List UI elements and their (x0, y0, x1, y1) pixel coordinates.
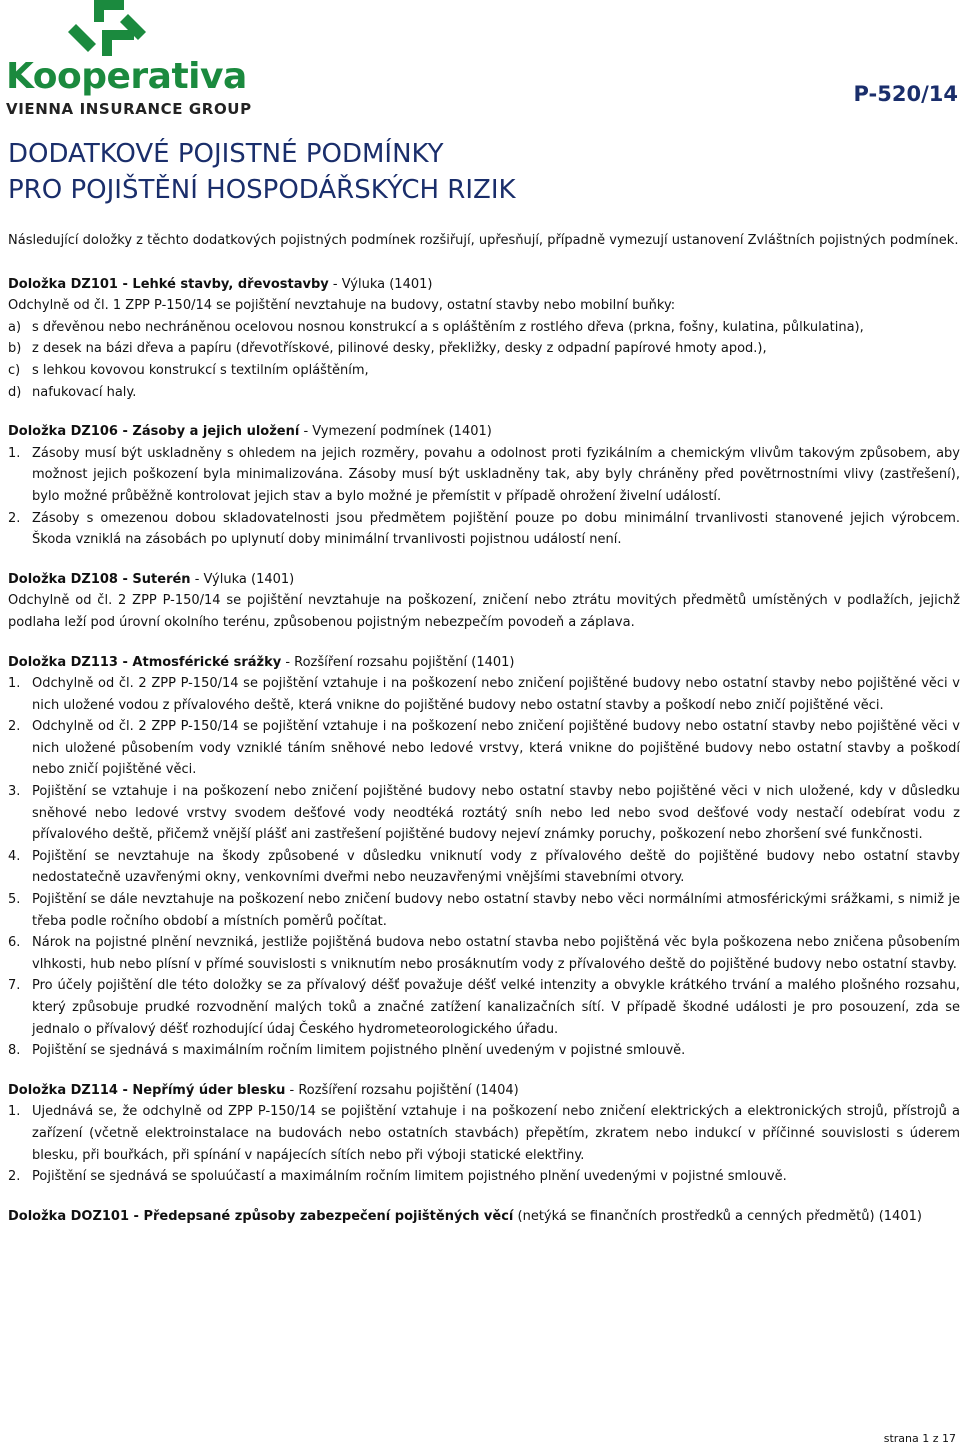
logo-wordmark: Kooperativa (6, 56, 247, 97)
item-marker: 5. (8, 892, 21, 908)
clause-item (8, 975, 960, 1040)
clause-lead-text: Odchylně od čl. 2 ZPP P-150/14 se pojištění nevztahuje na poškození, zničení nebo ztrátu movitých předmětů umístěných v podlažích, jejichž podlaha leží pod úrovní okolního terénu, způsobenou pojistným nebezpečím povodeň a záplava. (8, 593, 960, 630)
clause-item (8, 1040, 960, 1062)
item-text: Pojištění se sjednává se spoluúčastí a maximálním ročním limitem pojistného plnění uvedenými v pojistné smlouvě. (32, 1169, 787, 1185)
clause-title: Doložka DZ114 - Nepřímý úder blesku (8, 1082, 286, 1098)
item-text: Pro účely pojištění dle této doložky se za přívalový déšť považuje déšť velké intenzity a obvykle krátkého trvání a malého plošného rozsahu, který způsobuje prudké rozvodnění malých toků a značné zatížení kanalizačních sítí. V případě škodné události je pro posouzení, zda se jednalo o přívalový déšť rozhodující údaj Českého hydrometeorologického úřadu. (32, 978, 960, 1037)
clause-title: Doložka DZ101 - Lehké stavby, dřevostavby (8, 276, 329, 292)
item-marker: 6. (8, 935, 21, 951)
clause-item (8, 1166, 960, 1188)
clause-title: Doložka DZ113 - Atmosférické srážky (8, 654, 282, 670)
item-marker: 3. (8, 784, 21, 800)
title-line-2: PRO POJIŠTĚNÍ HOSPODÁŘSKÝCH RIZIK (8, 175, 516, 205)
clause-title: Doložka DOZ101 - Předepsané způsoby zabezpečení pojištěných věcí (8, 1208, 514, 1224)
title-line-1: DODATKOVÉ POJISTNÉ PODMÍNKY (8, 139, 444, 169)
item-text: Pojištění se vztahuje i na poškození nebo zničení pojištěné budovy nebo ostatní stavby nebo pojištěné věci v nich uložené, kdy v důsledku sněhové nebo ledové vrstvy svodem dešťové vody neodtéká roztátý sníh nebo led nebo svod dešťové vody nestačí odebírat vodu z přívalového deště, přičemž vnější plášť ani zastřešení pojištěné budovy nejeví známky poruchy, poškození nebo zhoršení své funkčnosti. (32, 784, 960, 843)
document-body (8, 230, 960, 1227)
clause-heading (8, 274, 960, 296)
clause-title: Doložka DZ108 - Suterén (8, 571, 191, 587)
item-marker: 7. (8, 978, 21, 994)
item-marker: b) (8, 341, 22, 357)
clause-item (8, 1101, 960, 1166)
clauses-list (8, 274, 960, 1228)
clause-section (8, 1206, 960, 1228)
clause-item (8, 781, 960, 846)
item-text: s lehkou kovovou konstrukcí s textilním opláštěním, (32, 362, 369, 378)
item-text: Pojištění se sjednává s maximálním ročním limitem pojistného plnění uvedeným v pojistné smlouvě. (32, 1043, 686, 1059)
clause-heading (8, 652, 960, 674)
clause-item (8, 382, 960, 404)
clause-subtitle: - Rozšíření rozsahu pojištění (1404) (285, 1082, 519, 1098)
clause-item (8, 317, 960, 339)
clause-heading (8, 1080, 960, 1102)
clause-heading (8, 1206, 960, 1228)
item-marker: 2. (8, 510, 21, 526)
item-marker: 1. (8, 1104, 21, 1120)
item-text: Zásoby s omezenou dobou skladovatelnosti jsou předmětem pojištění pouze po dobu minimální trvanlivosti stanovené jejich výrobcem. Škoda vzniklá na zásobách po uplynutí doby minimální trvanlivosti pojistnou událostí není. (32, 510, 960, 548)
clause-heading (8, 421, 960, 443)
clause-item (8, 443, 960, 508)
clause-item (8, 338, 960, 360)
document-code: P-520/14 (853, 82, 958, 106)
clause-subtitle: (netýká se finančních prostředků a cenných předmětů) (1401) (513, 1208, 922, 1224)
item-marker: 8. (8, 1043, 21, 1059)
company-logo (6, 0, 252, 120)
clause-section (8, 1080, 960, 1188)
item-marker: 2. (8, 719, 21, 735)
logo-group-name: VIENNA INSURANCE GROUP (6, 100, 252, 118)
item-text: z desek na bázi dřeva a papíru (dřevotřískové, pilinové desky, překližky, desky z odpadní papírové hmoty apod.), (32, 341, 767, 357)
clause-item (8, 360, 960, 382)
item-marker: 4. (8, 848, 21, 864)
page-number: strana 1 z 17 (883, 1432, 956, 1445)
clause-item (8, 932, 960, 975)
item-text: Odchylně od čl. 2 ZPP P-150/14 se pojištění vztahuje i na poškození nebo zničení pojištěné budovy nebo ostatní stavby nebo pojištěné věci v nich uložené působením vody vzniklé táním sněhové nebo ledové vrstvy, která vnikne do pojištěné budovy nebo ostatní stavby a poškodí nebo zničí pojištěné věci. (32, 719, 960, 778)
item-marker: 2. (8, 1169, 21, 1185)
clause-lead-text: Odchylně od čl. 1 ZPP P-150/14 se pojištění nevztahuje na budovy, ostatní stavby nebo mobilní buňky: (8, 298, 676, 314)
item-text: Pojištění se nevztahuje na škody způsobené v důsledku vniknutí vody z přívalového deště do pojištěné budovy nebo ostatní stavby nedostatečně uzavřenými okny, venkovními dveřmi nebo neuzavřenými vnějšími stavebními otvory. (32, 848, 960, 886)
clause-subtitle: - Vymezení podmínek (1401) (299, 424, 492, 440)
kooperativa-emblem-icon (6, 0, 216, 60)
item-text: s dřevěnou nebo nechráněnou ocelovou nosnou konstrukcí a s opláštěním z rostlého dřeva (prkna, fošny, kulatina, půlkulatina), (32, 319, 864, 335)
clause-item (8, 889, 960, 932)
item-text: Ujednává se, že odchylně od ZPP P-150/14 se pojištění vztahuje i na poškození nebo zničení elektrických a elektronických strojů, přístrojů a zařízení (včetně elektroinstalace na budovách nebo ostatních stavbách) přepětím, zkratem nebo indukcí v příčinné souvislosti s úderem blesku, při bouřkách, při spínání v napájecích sítích nebo při výboji statické elektřiny. (32, 1104, 960, 1163)
clause-section (8, 569, 960, 634)
item-marker: 1. (8, 445, 21, 461)
item-text: Pojištění se dále nevztahuje na poškození nebo zničení budovy nebo ostatní stavby nebo věci normálními atmosférickými srážkami, s nimiž je třeba podle ročního období a místních poměrů počítat. (32, 892, 960, 929)
clause-section (8, 652, 960, 1062)
item-marker: d) (8, 384, 22, 400)
clause-subtitle: - Rozšíření rozsahu pojištění (1401) (281, 654, 515, 670)
item-marker: 1. (8, 676, 21, 692)
clause-item (8, 716, 960, 781)
clause-section (8, 421, 960, 551)
item-marker: a) (8, 319, 22, 335)
clause-item (8, 673, 960, 716)
intro-paragraph: Následující doložky z těchto dodatkových pojistných podmínek rozšiřují, upřesňují, případně vymezují ustanovení Zvláštních pojistných podmínek. (8, 233, 959, 248)
page-title (8, 136, 516, 208)
item-marker: c) (8, 362, 21, 378)
item-text: Nárok na pojistné plnění nevzniká, jestliže pojištěná budova nebo ostatní stavba nebo pojištěná věc byla poškozena nebo zničena působením vlhkosti, hub nebo plísní v přímé souvislosti s vniknutím nebo prosáknutím vody z přívalového deště do pojištěné budovy nebo ostatní stavby. (32, 935, 960, 972)
item-text: nafukovací haly. (32, 384, 137, 400)
clause-title: Doložka DZ106 - Zásoby a jejich uložení (8, 424, 300, 440)
clause-subtitle: - Výluka (1401) (190, 571, 295, 587)
clause-subtitle: - Výluka (1401) (328, 276, 433, 292)
clause-heading (8, 569, 960, 591)
clause-item (8, 846, 960, 889)
item-text: Zásoby musí být uskladněny s ohledem na jejich rozměry, povahu a odolnost proti fyzikálním a chemickým vlivům takovým způsobem, aby možnost jejich poškození byla minimalizována. Zásoby musí být uskladněny tak, aby byly chráněny před povětrnostními vlivy (zastřešení), bylo možné průběžně kontrolovat jejich stav a bylo možné je přemístit v případě ohrožení živelní událostí. (32, 445, 960, 504)
clause-section (8, 274, 960, 404)
item-text: Odchylně od čl. 2 ZPP P-150/14 se pojištění vztahuje i na poškození nebo zničení pojištěné budovy nebo ostatní stavby nebo pojištěné věci v nich uložené vodou z přívalového deště, která vnikne do pojištěné budovy nebo ostatní stavby a poškodí nebo zničí pojištěné věci. (32, 676, 960, 713)
clause-item (8, 508, 960, 551)
